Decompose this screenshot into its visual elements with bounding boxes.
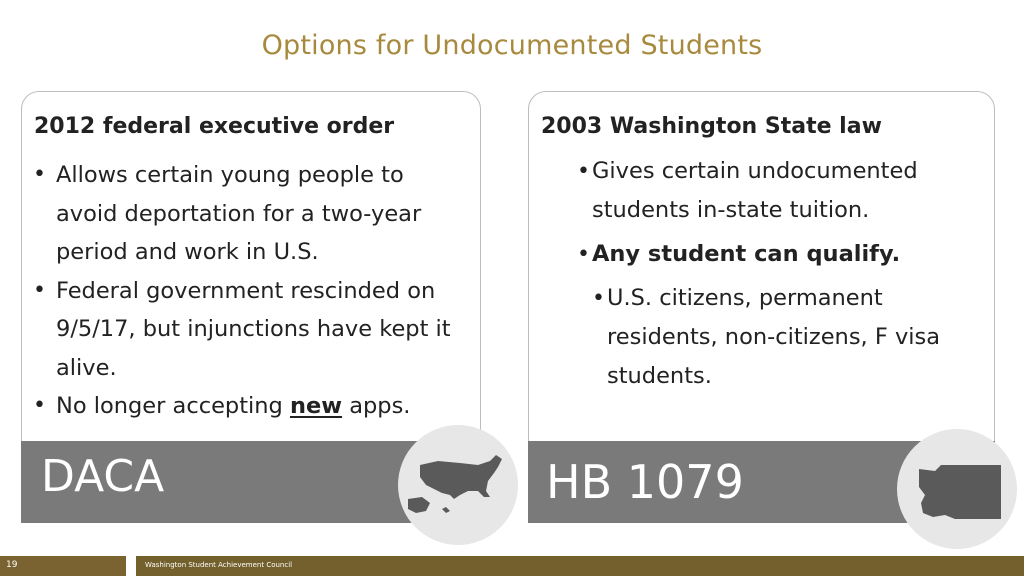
hb1079-item-1: Gives certain undocumented students in-state tuition.: [592, 158, 918, 223]
washington-state-map-icon: [897, 429, 1017, 549]
bullet-text: No longer accepting: [56, 393, 283, 419]
slide-number-box: [0, 556, 126, 576]
bullet-text: Federal government rescinded on 9/5/17, but injunctions have kept it alive.: [56, 277, 451, 381]
hb1079-card-heading: 2003 Washington State law: [541, 114, 882, 139]
daca-card-heading: 2012 federal executive order: [34, 114, 395, 139]
list-item: [32, 156, 472, 272]
organization-box: [136, 556, 1024, 576]
daca-card: [21, 91, 481, 523]
hb1079-card: [528, 91, 995, 523]
emphasis-new: new: [289, 393, 343, 419]
footer-bar: [0, 556, 1024, 576]
bullet-text-suffix: apps.: [349, 393, 411, 419]
slide-title: Options for Undocumented Students: [261, 30, 763, 61]
bullet-3: •: [592, 286, 605, 311]
organization-name: Washington Student Achievement Council: [145, 561, 293, 569]
bullet-text: Allows certain young people to avoid deportation for a two-year period and work in U.S.: [56, 162, 422, 265]
hb1079-item-2: Any student can qualify.: [592, 241, 901, 267]
list-item: [32, 387, 472, 426]
hb1079-label: HB 1079: [546, 455, 744, 509]
list-item: [32, 272, 472, 388]
slide-number: 19: [6, 560, 18, 570]
hb1079-item-3: U.S. citizens, permanent residents, non-citizens, F visa students.: [607, 285, 941, 389]
bullet-1: •: [577, 159, 590, 184]
us-map-icon: [398, 425, 518, 545]
bullet-2: •: [577, 242, 590, 267]
daca-bullet-list: [32, 156, 472, 426]
daca-label: DACA: [41, 451, 165, 502]
